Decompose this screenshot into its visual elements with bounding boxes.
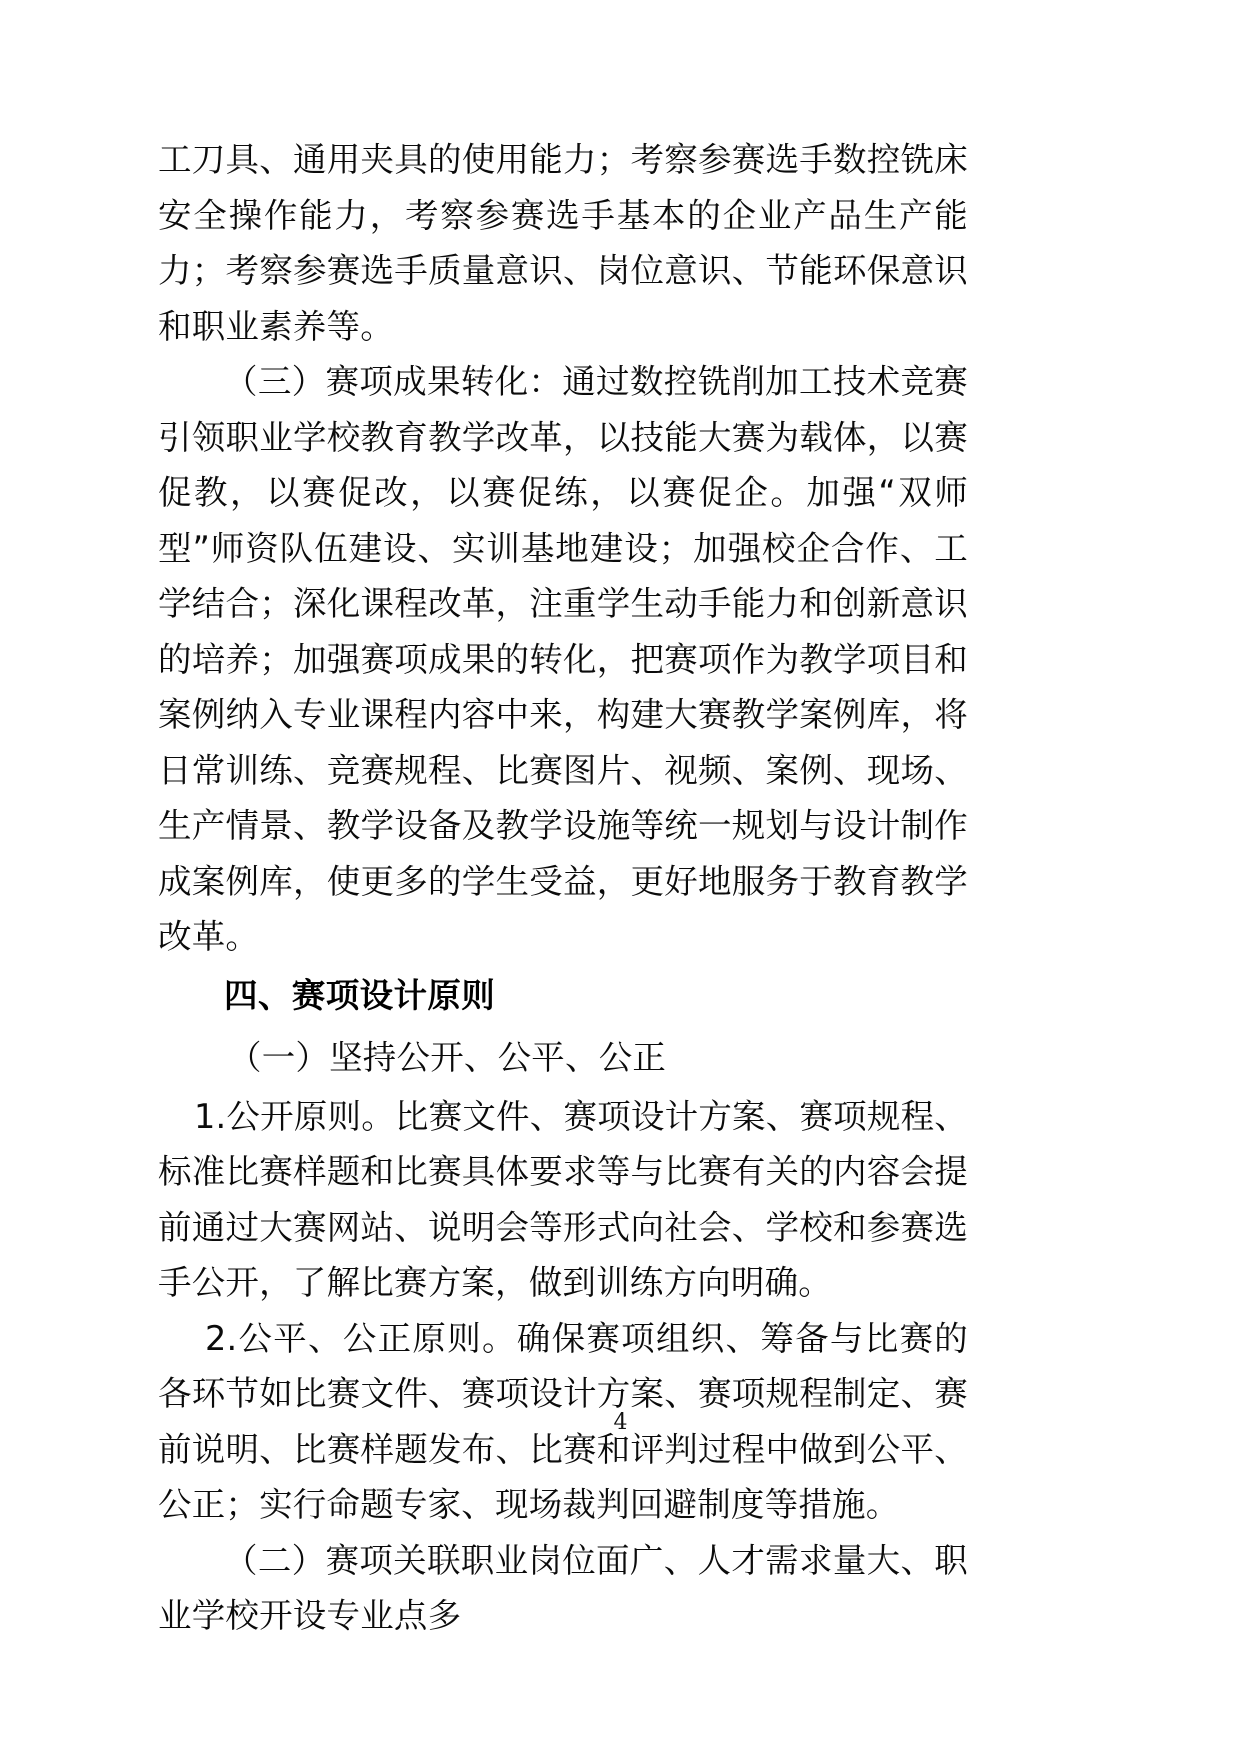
page-number: 4 [613,1410,628,1435]
paragraph-continued: 工刀具、通用夹具的使用能力；考察参赛选手数控铣床安全操作能力，考察参赛选手基本的企业产品生产能力；考察参赛选手质量意识、岗位意识、节能环保意识和职业素养等。 [158,140,968,346]
paragraph-principle-fairness: 2.公平、公正原则。确保赛项组织、筹备与比赛的各环节如比赛文件、赛项设计方案、赛项规程制定、赛前说明、比赛样题发布、比赛和评判过程中做到公平、公正；实行命题专家、现场裁判回避制度等措施。 [158,1318,968,1524]
paragraph-principle-openness: 1.公开原则。比赛文件、赛项设计方案、赛项规程、标准比赛样题和比赛具体要求等与比赛有关的内容会提前通过大赛网站、说明会等形式向社会、学校和参赛选手公开，了解比赛方案，做到训练方向明确。 [158,1096,968,1302]
paragraph-section-three-results: （三）赛项成果转化：通过数控铣削加工技术竞赛引领职业学校教育教学改革，以技能大赛为载体，以赛促教，以赛促改，以赛促练，以赛促企。加强“双师型”师资队伍建设、实训基地建设；加强校企合作、工学结合；深化课程改革，注重学生动手能力和创新意识的培养；加强赛项成果的转化，把赛项作为教学项目和案例纳入专业课程内容中来，构建大赛教学案例库，将日常训练、竞赛规程、比赛图片、视频、案例、现场、生产情景、教学设备及教学设施等统一规划与设计制作成案例库，使更多的学生受益，更好地服务于教育教学改革。 [158,362,968,956]
subsection-heading-one: （一）坚持公开、公平、公正 [228,1037,667,1077]
section-heading-four: 四、赛项设计原则 [224,975,496,1015]
subsection-heading-two: （二）赛项关联职业岗位面广、人才需求量大、职业学校开设专业点多 [158,1540,968,1635]
